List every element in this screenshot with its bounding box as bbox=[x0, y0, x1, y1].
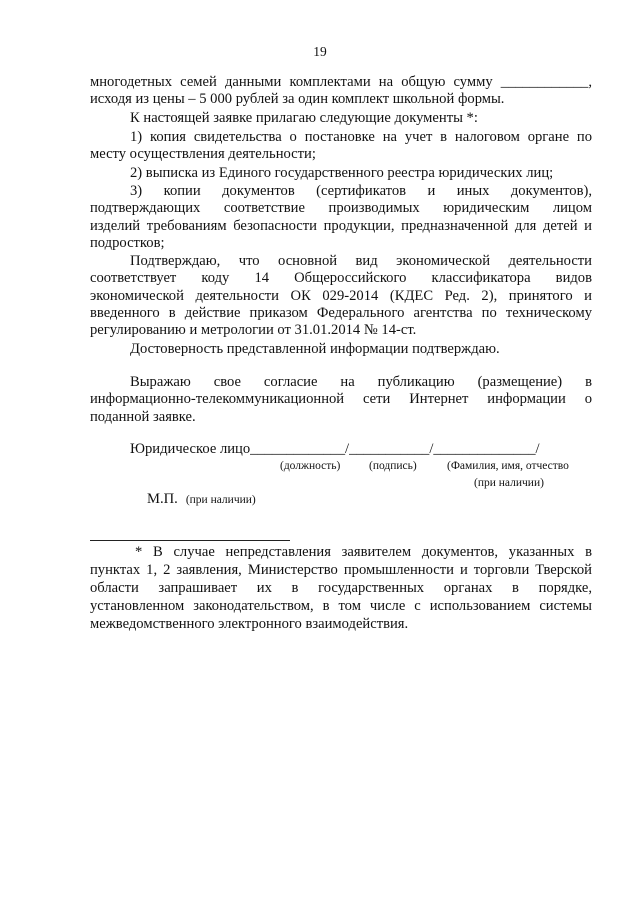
position-caption: (должность) bbox=[280, 460, 341, 472]
footnote-divider bbox=[90, 540, 290, 541]
stamp-note: (при наличии) bbox=[185, 494, 256, 506]
stamp-label: М.П. bbox=[147, 491, 178, 507]
list-item-2: 2) выписка из Единого государственного реестра юридических лиц; bbox=[130, 165, 554, 181]
footnote-line: пунктах 1, 2 заявления, Министерство промышленности и торговли Тверской bbox=[90, 562, 592, 578]
footnote-line: межведомственного электронного взаимодействия. bbox=[90, 616, 409, 632]
signature-caption: (подпись) bbox=[369, 460, 417, 472]
body-line: экономической деятельности ОК 029-2014 (КДЕС Ред. 2), принятого и bbox=[90, 288, 592, 304]
consent-line: Выражаю свое согласие на публикацию (размещение) в bbox=[130, 374, 592, 390]
footnote-line: * В случае непредставления заявителем документов, указанных в bbox=[135, 544, 592, 560]
body-line: соответствует коду 14 Общероссийского классификатора видов bbox=[90, 270, 592, 286]
page-number: 19 bbox=[313, 44, 327, 59]
body-line: изделий требованиям безопасности продукции, предназначенной для детей и bbox=[90, 218, 592, 234]
body-line: регулированию и метрологии от 31.01.2014 № 14-ст. bbox=[90, 322, 417, 338]
body-line: К настоящей заявке прилагаю следующие документы *: bbox=[130, 110, 478, 126]
body-line: месту осуществления деятельности; bbox=[90, 146, 316, 162]
footnote-line: установленном законодательством, в том числе с использованием системы bbox=[90, 598, 592, 614]
footnote-line: области запрашивает их в государственных органах в порядке, bbox=[90, 580, 592, 596]
list-item-1: 1) копия свидетельства о постановке на учет в налоговом органе по bbox=[130, 129, 592, 145]
confirmation-line: Подтверждаю, что основной вид экономической деятельности bbox=[130, 253, 592, 269]
body-line: поданной заявке. bbox=[90, 409, 196, 425]
signature-line: Юридическое лицо_____________/___________/______________/ bbox=[130, 441, 540, 457]
stamp-placeholder bbox=[147, 490, 256, 508]
reliability-line: Достоверность представленной информации подтверждаю. bbox=[130, 341, 500, 357]
body-line: введенного в действие приказом Федерального агентства по техническому bbox=[90, 305, 592, 321]
body-line: многодетных семей данными комплектами на общую сумму ____________, bbox=[90, 74, 592, 90]
list-item-3: 3) копии документов (сертификатов и иных документов), bbox=[130, 183, 592, 199]
name-caption-note: (при наличии) bbox=[474, 477, 544, 489]
name-caption: (Фамилия, имя, отчество bbox=[447, 460, 569, 472]
body-line: информационно-телекоммуникационной сети Интернет информации о bbox=[90, 391, 592, 407]
body-line: подростков; bbox=[90, 235, 165, 251]
body-line: подтверждающих соответствие производимых юридическим лицом bbox=[90, 200, 592, 216]
body-line: исходя из цены – 5 000 рублей за один комплект школьной формы. bbox=[90, 91, 505, 107]
